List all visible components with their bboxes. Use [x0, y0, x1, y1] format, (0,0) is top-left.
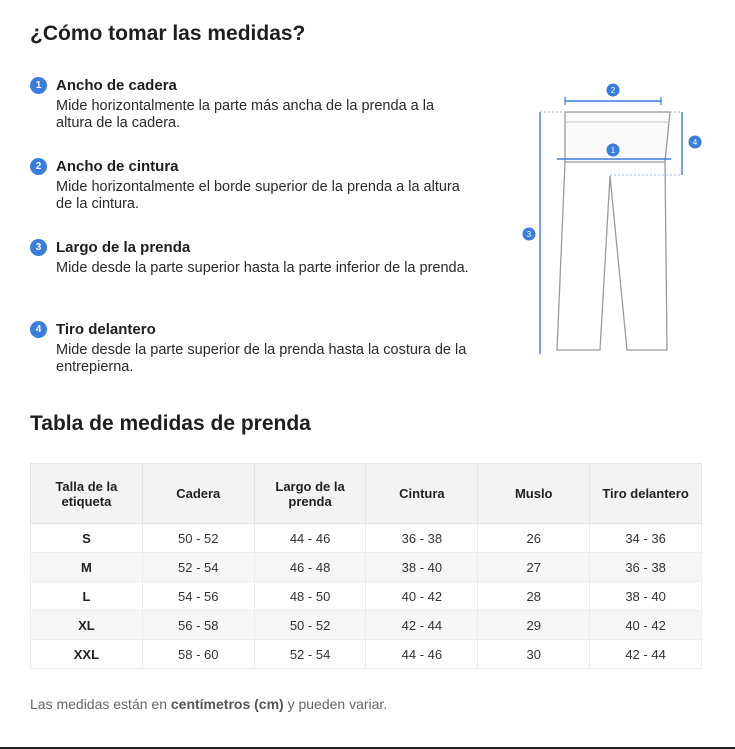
step-number-badge: 2 — [30, 158, 47, 175]
table-row — [31, 553, 702, 582]
table-cell: 40 - 42 — [590, 611, 702, 640]
units-note-text-end: y pueden variar. — [283, 696, 388, 712]
col-header-thigh: Muslo — [478, 464, 590, 524]
step-number-badge: 3 — [30, 239, 47, 256]
table-cell: 42 - 44 — [366, 611, 478, 640]
step-description: Mide horizontalmente el borde superior de la prenda a la altura de la cintura. — [56, 179, 460, 212]
size-table-title: Tabla de medidas de prenda — [30, 412, 311, 435]
units-note-unit: centímetros (cm) — [170, 696, 284, 712]
col-header-hip: Cadera — [142, 464, 254, 524]
step-front-rise — [30, 320, 470, 375]
table-cell: 40 - 42 — [366, 582, 478, 611]
page-title: ¿Cómo tomar las medidas? — [30, 22, 306, 45]
table-row — [31, 611, 702, 640]
step-number-badge: 1 — [30, 77, 47, 94]
table-cell: 28 — [478, 582, 590, 611]
table-header-row — [31, 464, 702, 524]
size-cell: XL — [31, 611, 143, 640]
table-cell: 34 - 36 — [590, 524, 702, 553]
table-cell: 44 - 46 — [254, 524, 366, 553]
size-cell: XXL — [31, 640, 143, 669]
step-garment-length — [30, 238, 470, 277]
step-description: Mide desde la parte superior de la prenda hasta la costura de la entrepierna. — [56, 342, 467, 375]
table-cell: 56 - 58 — [142, 611, 254, 640]
units-note-text: Las medidas están en — [30, 696, 171, 712]
step-description: Mide desde la parte superior hasta la parte inferior de la prenda. — [56, 260, 469, 276]
measure-marker-4 — [689, 136, 702, 149]
col-header-front-rise: Tiro delantero — [590, 464, 702, 524]
table-row — [31, 640, 702, 669]
svg-text:2: 2 — [610, 86, 616, 95]
pants-measurement-diagram — [515, 78, 710, 358]
col-header-length: Largo de la prenda — [254, 464, 366, 524]
units-note — [30, 696, 387, 712]
table-cell: 52 - 54 — [254, 640, 366, 669]
table-cell: 42 - 44 — [590, 640, 702, 669]
table-cell: 48 - 50 — [254, 582, 366, 611]
table-cell: 36 - 38 — [366, 524, 478, 553]
svg-text:3: 3 — [526, 230, 532, 239]
table-cell: 50 - 52 — [254, 611, 366, 640]
step-number-badge: 4 — [30, 321, 47, 338]
table-cell: 52 - 54 — [142, 553, 254, 582]
col-header-label-size: Talla de la etiqueta — [31, 464, 143, 524]
table-cell: 27 — [478, 553, 590, 582]
step-title: Ancho de cadera — [56, 76, 177, 94]
table-cell: 36 - 38 — [590, 553, 702, 582]
size-cell: L — [31, 582, 143, 611]
table-cell: 50 - 52 — [142, 524, 254, 553]
table-cell: 30 — [478, 640, 590, 669]
measure-marker-1 — [607, 144, 620, 157]
col-header-waist: Cintura — [366, 464, 478, 524]
table-cell: 46 - 48 — [254, 553, 366, 582]
table-cell: 38 - 40 — [590, 582, 702, 611]
step-title: Largo de la prenda — [56, 238, 191, 256]
table-cell: 44 - 46 — [366, 640, 478, 669]
table-cell: 29 — [478, 611, 590, 640]
step-description: Mide horizontalmente la parte más ancha de la prenda a la altura de la cadera. — [56, 98, 435, 131]
step-title: Tiro delantero — [56, 320, 156, 338]
measure-marker-2 — [607, 84, 620, 97]
size-cell: M — [31, 553, 143, 582]
table-cell: 54 - 56 — [142, 582, 254, 611]
step-waist-width — [30, 157, 470, 212]
step-title: Ancho de cintura — [56, 157, 179, 175]
size-cell: S — [31, 524, 143, 553]
step-hip-width — [30, 76, 470, 131]
measure-marker-3 — [523, 228, 536, 241]
table-cell: 26 — [478, 524, 590, 553]
size-table — [30, 463, 702, 669]
table-cell: 58 - 60 — [142, 640, 254, 669]
table-row — [31, 524, 702, 553]
table-row — [31, 582, 702, 611]
svg-text:4: 4 — [692, 138, 698, 147]
table-cell: 38 - 40 — [366, 553, 478, 582]
svg-text:1: 1 — [610, 146, 616, 155]
